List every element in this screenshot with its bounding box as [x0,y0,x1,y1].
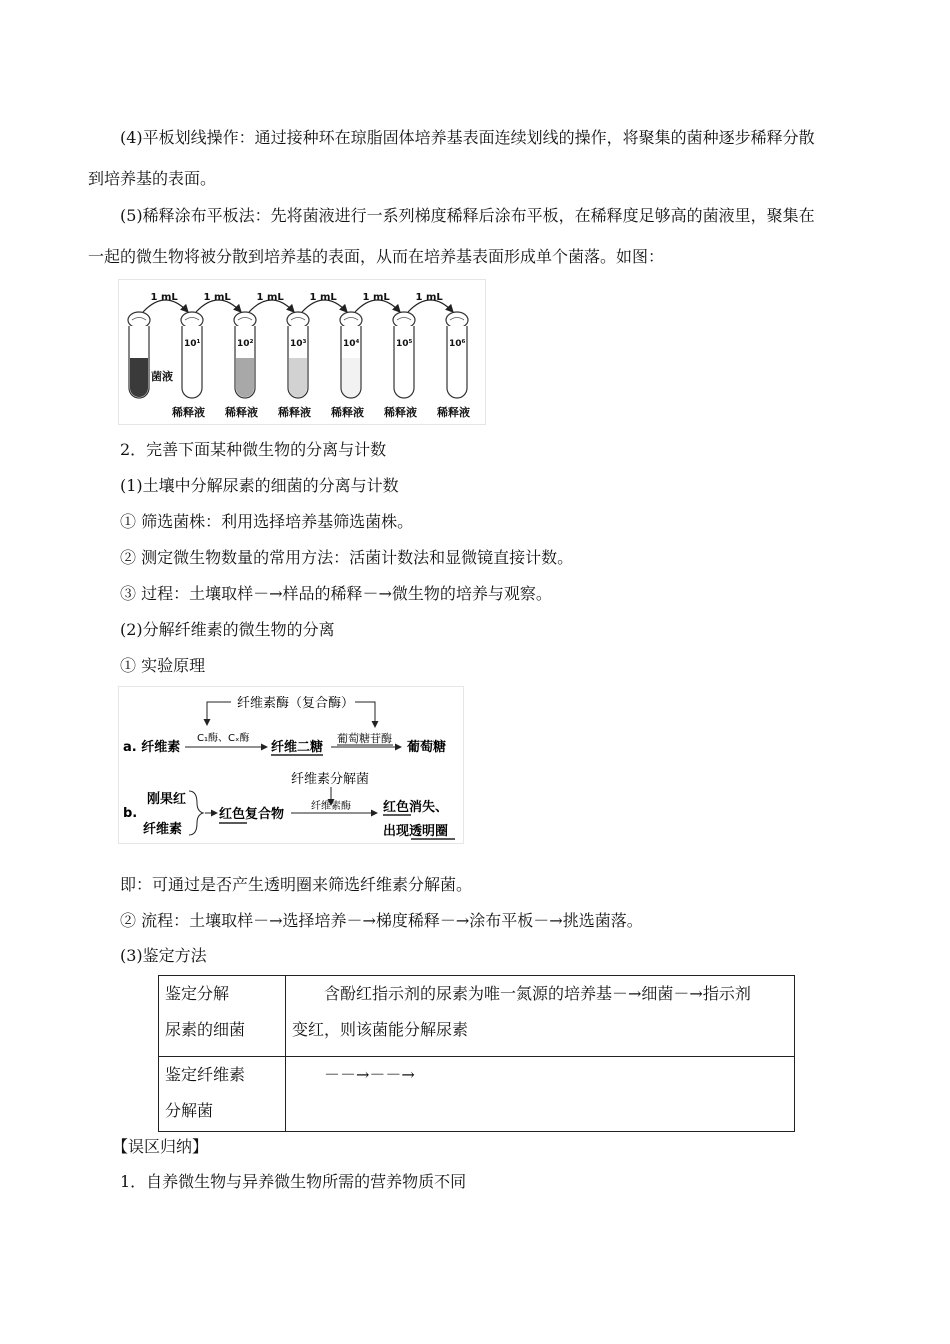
transfer-volume-label: 1 mL [362,292,390,303]
dilution-factor-label: 10⁶ [449,339,466,349]
transfer-volume-label: 1 mL [256,292,284,303]
table-row [159,1057,795,1132]
tube-liquid [342,358,360,397]
diluent-label: 稀释液 [172,406,205,419]
tube-liquid [395,358,413,397]
tube-plug [393,312,415,328]
bacterial-solution-label: 菌液 [151,370,173,383]
brace [189,791,203,835]
tube-plug [287,312,309,328]
table-cell-head [159,976,286,1057]
tube-liquid [448,358,466,397]
diluent-label: 稀释液 [225,406,258,419]
transfer-volume-label: 1 mL [150,292,178,303]
transfer-volume-label: 1 mL [415,292,443,303]
table-row [159,976,795,1057]
result-line-2: 出现透明圈 [383,824,449,839]
diluent-label: 稀释液 [437,406,470,419]
cellulose-principle-diagram [119,687,463,843]
diluent-label: 稀释液 [278,406,311,419]
tube-liquid [130,358,148,397]
dilution-factor-label: 10⁴ [343,339,360,349]
section-2-item-1: ① 筛选菌株：利用选择培养基筛选菌株。 [120,512,414,531]
tube-plug [181,312,203,328]
row-b-label: b. [123,806,138,821]
table-cell-head [159,1057,286,1132]
paragraph-5-line-2: 一起的微生物将被分散到培养基的表面，从而在培养基表面形成单个菌落。如图： [88,247,665,266]
diluent-label: 稀释液 [331,406,364,419]
table-cell-body [286,976,795,1057]
section-2-title: 2．完善下面某种微生物的分离与计数 [120,440,387,459]
procedure-flow: ② 流程：土壤取样－→选择培养－→梯度稀释－→涂布平板－→挑选菌落。 [120,911,643,930]
enzyme-complex-label: 纤维素酶（复合酶） [237,696,355,711]
tube-plug [340,312,362,328]
section-2-sub-2: (2)分解纤维素的微生物的分离 [120,620,335,639]
section-2-sub-1: (1)土壤中分解尿素的细菌的分离与计数 [120,476,399,495]
row1-body-line1: 含酚红指示剂的尿素为唯一氮源的培养基－→细菌－→指示剂 [324,984,751,1003]
row-a-cellulose: a. 纤维素 [123,740,181,755]
cellulase-label: 纤维素酶 [311,801,351,812]
dilution-series-diagram [119,280,485,424]
tube-plug [128,312,150,328]
row1-body-line2: 变红，则该菌能分解尿素 [292,1020,469,1039]
principle-figure [118,686,464,844]
cellulose-decomposer-label: 纤维素分解菌 [291,772,370,787]
tube-liquid [289,358,307,397]
result-line-1: 红色消失、 [383,800,449,815]
transfer-volume-label: 1 mL [309,292,337,303]
paragraph-4-line-2: 到培养基的表面。 [88,169,217,188]
row2-body: －－→－－→ [324,1065,415,1084]
diluent-label: 稀释液 [384,406,417,419]
table-cell-body [286,1057,795,1132]
dilution-factor-label: 10⁵ [396,339,413,349]
mistakes-title: 【误区归纳】 [112,1137,209,1156]
mistakes-item-1: 1．自养微生物与异养微生物所需的营养物质不同 [120,1172,467,1191]
identification-table [158,975,795,1132]
paragraph-5-line-1: (5)稀释涂布平板法：先将菌液进行一系列梯度稀释后涂布平板，在稀释度足够高的菌液里，聚集在 [120,206,815,225]
glucosidase-label: 葡萄糖苷酶 [337,732,392,745]
red-complex-label: 红色复合物 [219,807,285,822]
glucose-label: 葡萄糖 [407,740,447,755]
section-2-item-3: ③ 过程：土壤取样－→样品的稀释－→微生物的培养与观察。 [120,584,552,603]
tube-liquid [236,358,254,397]
section-2-principle: ① 实验原理 [120,656,206,675]
row1-head-line1: 鉴定分解 [165,984,230,1003]
paragraph-4-line-1: (4)平板划线操作：通过接种环在琼脂固体培养基表面连续划线的操作，将聚集的菌种逐步稀释分散 [120,128,815,147]
row2-head-line1: 鉴定纤维素 [165,1065,246,1084]
tube-plug [446,312,468,328]
cellobiose-label: 纤维二糖 [271,740,324,755]
dilution-factor-label: 10¹ [184,339,201,349]
row2-head-line2: 分解菌 [165,1101,214,1120]
cellulose-label-b: 纤维素 [143,822,183,837]
dilution-factor-label: 10² [237,339,254,349]
congo-red-label: 刚果红 [147,792,187,807]
transfer-volume-label: 1 mL [203,292,231,303]
dilution-series-figure [118,279,486,425]
c1-cx-enzyme-label: C₁酶、Cₓ酶 [197,733,250,744]
section-2-item-2: ② 测定微生物数量的常用方法：活菌计数法和显微镜直接计数。 [120,548,574,567]
tube-plug [234,312,256,328]
dilution-factor-label: 10³ [290,339,307,349]
tube-liquid [183,358,201,397]
section-2-sub-3: (3)鉴定方法 [120,946,207,965]
row1-head-line2: 尿素的细菌 [165,1020,246,1039]
principle-conclusion: 即：可通过是否产生透明圈来筛选纤维素分解菌。 [120,875,473,894]
